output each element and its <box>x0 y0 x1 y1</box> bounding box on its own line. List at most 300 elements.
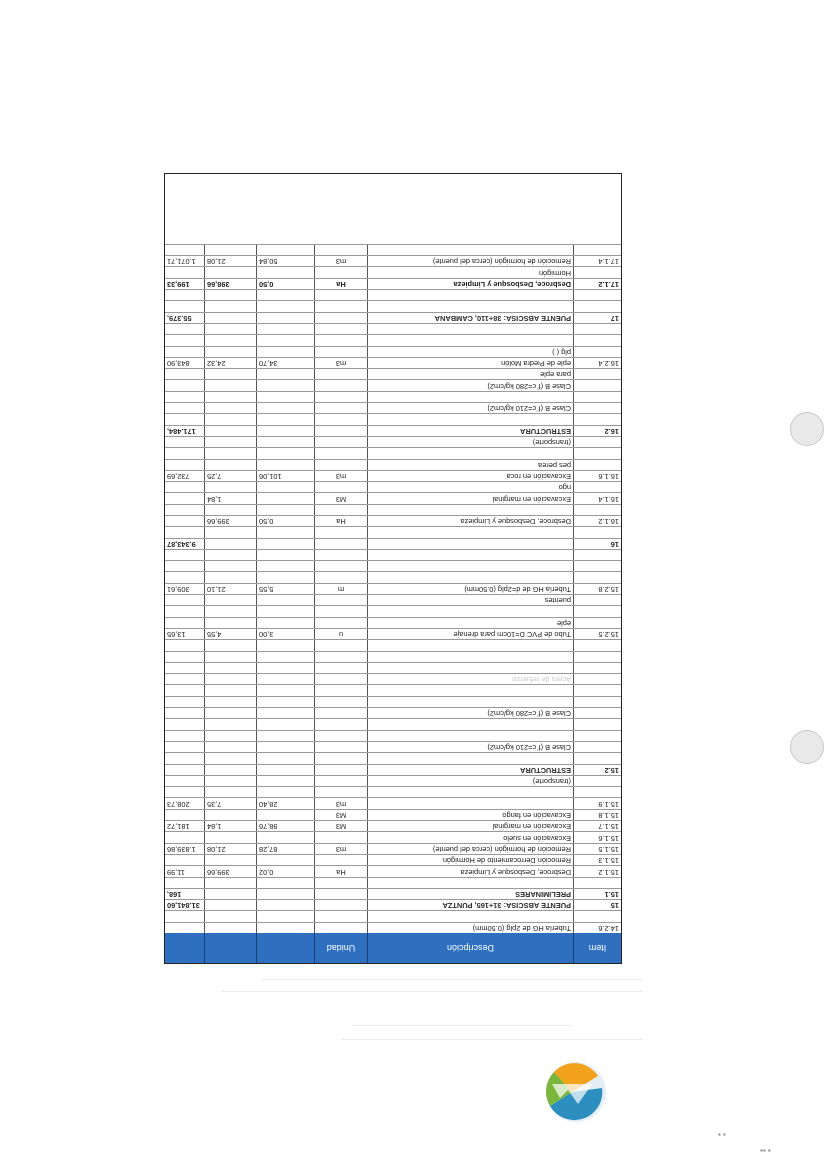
cell-item <box>573 731 621 741</box>
cell-item <box>573 652 621 662</box>
cell-total: 309,61 <box>167 585 190 595</box>
cell-total <box>165 765 204 775</box>
cell-unit <box>314 787 367 797</box>
cell-total: 1.071,71 <box>167 257 196 267</box>
punch-hole <box>790 730 824 764</box>
cell-unit: m3 <box>314 798 367 808</box>
cell-price <box>204 267 256 277</box>
cell-price: 7,25 <box>204 471 256 481</box>
cell-item: 14.2.6 <box>573 923 621 933</box>
cell-price <box>204 878 256 888</box>
cell-price <box>204 663 256 673</box>
cell-total <box>165 719 204 729</box>
cell-desc: Remoción Derrocamiento de Hormigón <box>367 855 573 865</box>
cell-total <box>165 324 204 334</box>
cell-price <box>204 787 256 797</box>
cell-price <box>204 855 256 865</box>
faint-line <box>262 979 642 980</box>
cell-total <box>165 855 204 865</box>
cell-desc <box>367 663 573 673</box>
cell-item <box>573 392 621 402</box>
faint-line <box>352 1025 572 1026</box>
cell-qty <box>256 460 314 470</box>
cell-desc <box>367 550 573 560</box>
cell-price: 7,35 <box>204 798 256 808</box>
cell-item: 17.1.2 <box>573 279 621 289</box>
table-row <box>165 786 621 797</box>
cell-desc: puentes <box>367 595 573 605</box>
cell-price <box>204 482 256 492</box>
cell-unit <box>314 618 367 628</box>
cell-desc <box>367 685 573 695</box>
cell-price: 398,66 <box>204 279 256 289</box>
cell-price <box>204 550 256 560</box>
cell-total: 199,33 <box>167 280 190 290</box>
cell-item <box>573 403 621 413</box>
cell-total <box>165 516 204 526</box>
cell-desc <box>367 414 573 424</box>
cell-desc: Desbroce, Desbosque y Limpieza <box>367 516 573 526</box>
cell-qty <box>256 753 314 763</box>
table-row <box>165 278 621 289</box>
cell-total <box>165 674 204 684</box>
cell-price: 21,08 <box>204 256 256 266</box>
cell-price <box>204 742 256 752</box>
cell-unit <box>314 482 367 492</box>
scan-speck: ▪▪ ▪ <box>760 1146 771 1155</box>
cell-price <box>204 561 256 571</box>
cell-qty <box>256 719 314 729</box>
cell-desc <box>367 731 573 741</box>
cell-qty: 5,55 <box>256 584 314 594</box>
cell-desc: Excavación en roca <box>367 471 573 481</box>
cell-qty <box>256 437 314 447</box>
cell-total <box>165 618 204 628</box>
cell-price <box>204 652 256 662</box>
cell-qty: 34,70 <box>256 358 314 368</box>
cell-qty <box>256 911 314 921</box>
table-row <box>165 368 621 379</box>
cell-total: 168, <box>167 890 182 900</box>
table-row <box>165 538 621 549</box>
table-row <box>165 312 621 323</box>
cell-qty <box>256 685 314 695</box>
cell-item <box>573 448 621 458</box>
cell-item: 15.1.7 <box>573 821 621 831</box>
cell-total: 13,65 <box>167 630 186 640</box>
cell-desc: Tubería HG de d=2plg (0.50mm) <box>367 584 573 594</box>
cell-unit <box>314 832 367 842</box>
table-row <box>165 323 621 334</box>
cell-item <box>573 618 621 628</box>
cell-qty: 3,00 <box>256 629 314 639</box>
table-row <box>165 922 621 933</box>
cell-total: 31.841,60 <box>167 901 200 911</box>
table-row <box>165 775 621 786</box>
cell-total <box>165 460 204 470</box>
cell-price <box>204 369 256 379</box>
cell-price <box>204 765 256 775</box>
cell-qty <box>256 900 314 910</box>
cell-total <box>165 493 204 503</box>
cell-qty <box>256 369 314 379</box>
cell-desc: PRELIMINARES <box>367 889 573 899</box>
cell-unit <box>314 301 367 311</box>
cell-unit <box>314 685 367 695</box>
cell-qty <box>256 313 314 323</box>
cell-item <box>573 697 621 707</box>
cell-total <box>165 731 204 741</box>
cell-qty <box>256 832 314 842</box>
cell-unit <box>314 719 367 729</box>
cell-desc <box>367 539 573 549</box>
cell-desc: eple de Piedra Molón <box>367 358 573 368</box>
cell-total: 55.379, <box>167 313 192 323</box>
table-row <box>165 854 621 865</box>
cell-qty <box>256 640 314 650</box>
cell-desc <box>367 245 573 255</box>
cell-item <box>573 776 621 786</box>
cell-desc: Clase B (f´c=210 kg/cm2) <box>367 403 573 413</box>
cell-price <box>204 640 256 650</box>
cell-total: 1.839,86 <box>167 844 196 854</box>
cell-unit <box>314 606 367 616</box>
table-row <box>165 910 621 921</box>
cell-desc <box>367 878 573 888</box>
header-quantity <box>256 933 314 963</box>
cell-qty <box>256 855 314 865</box>
cell-unit <box>314 505 367 515</box>
cell-qty <box>256 606 314 616</box>
cell-unit <box>314 460 367 470</box>
cell-total <box>165 448 204 458</box>
table-row <box>165 843 621 854</box>
cell-item: 16 <box>573 539 621 549</box>
cell-qty <box>256 618 314 628</box>
scan-speck: ▪ ▪ <box>718 1130 726 1139</box>
cell-desc: Hormigón <box>367 267 573 277</box>
cell-qty: 0,02 <box>256 866 314 876</box>
table-row <box>165 684 621 695</box>
cell-price <box>204 403 256 413</box>
table-row <box>165 877 621 888</box>
header-total <box>165 933 204 963</box>
cell-desc: para eple <box>367 369 573 379</box>
cell-qty <box>256 889 314 899</box>
cell-unit <box>314 911 367 921</box>
cell-unit <box>314 595 367 605</box>
cell-desc: ESTRUCTURA <box>367 426 573 436</box>
cell-price <box>204 505 256 515</box>
table-row <box>165 707 621 718</box>
cell-total: 9.343,87 <box>167 539 196 549</box>
cell-price: 4,55 <box>204 629 256 639</box>
cell-total <box>165 753 204 763</box>
table-row <box>165 888 621 899</box>
table-row <box>165 673 621 684</box>
cell-total <box>165 561 204 571</box>
cell-desc: (transporte) <box>367 776 573 786</box>
cell-desc: Tubo de PVC D=10cm para drenaje <box>367 629 573 639</box>
cell-item: 15.2 <box>573 765 621 775</box>
cell-item <box>573 550 621 560</box>
cell-unit <box>314 652 367 662</box>
cell-desc <box>367 787 573 797</box>
cell-desc: Clase B (f´c=210 kg/cm2) <box>367 742 573 752</box>
cell-desc: PUENTE ABSCISA: 38+110, CAMBANA <box>367 313 573 323</box>
cell-total <box>165 787 204 797</box>
cell-unit <box>314 437 367 447</box>
cell-price <box>204 313 256 323</box>
cell-unit <box>314 245 367 255</box>
cell-total <box>165 403 204 413</box>
cell-total <box>165 290 204 300</box>
cell-unit <box>314 550 367 560</box>
cell-qty: 98,76 <box>256 821 314 831</box>
cell-price <box>204 414 256 424</box>
cell-total <box>165 482 204 492</box>
cell-unit <box>314 414 367 424</box>
cell-unit <box>314 742 367 752</box>
cell-price <box>204 685 256 695</box>
cell-unit <box>314 640 367 650</box>
cell-qty <box>256 697 314 707</box>
cell-item <box>573 708 621 718</box>
cell-price <box>204 437 256 447</box>
cell-qty <box>256 324 314 334</box>
cell-qty <box>256 923 314 933</box>
cell-qty <box>256 708 314 718</box>
cell-unit <box>314 290 367 300</box>
cell-item <box>573 606 621 616</box>
cell-item: 16.1.4 <box>573 493 621 503</box>
table-row <box>165 797 621 808</box>
cell-desc <box>367 505 573 515</box>
cell-price <box>204 380 256 390</box>
cell-price <box>204 301 256 311</box>
cell-item: 15.1.5 <box>573 844 621 854</box>
cell-item: 16.2.4 <box>573 358 621 368</box>
cell-qty <box>256 380 314 390</box>
cell-item <box>573 663 621 673</box>
cell-desc: ESTRUCTURA <box>367 765 573 775</box>
cell-item <box>573 685 621 695</box>
cell-unit <box>314 369 367 379</box>
cell-price <box>204 527 256 537</box>
cell-price: 399,66 <box>204 866 256 876</box>
cell-total <box>165 911 204 921</box>
table-row <box>165 459 621 470</box>
cell-unit: m3 <box>314 844 367 854</box>
cell-qty: 50,84 <box>256 256 314 266</box>
cell-total <box>165 527 204 537</box>
table-row <box>165 379 621 390</box>
cell-unit <box>314 392 367 402</box>
cell-total <box>165 573 204 583</box>
cell-total: 181,72 <box>167 822 190 832</box>
cell-total <box>165 301 204 311</box>
cell-unit: Ha <box>314 516 367 526</box>
header-description: Descripción <box>367 933 573 963</box>
cell-item <box>573 573 621 583</box>
cell-qty <box>256 448 314 458</box>
cell-price <box>204 618 256 628</box>
cell-item <box>573 787 621 797</box>
cell-qty <box>256 301 314 311</box>
cell-item <box>573 380 621 390</box>
cell-total <box>165 414 204 424</box>
cell-desc <box>367 606 573 616</box>
table-row <box>165 515 621 526</box>
table-row <box>165 583 621 594</box>
cell-item: 17.1.4 <box>573 256 621 266</box>
table-row <box>165 289 621 300</box>
cell-qty <box>256 550 314 560</box>
table-row <box>165 752 621 763</box>
cell-desc <box>367 561 573 571</box>
cell-price <box>204 776 256 786</box>
cell-unit <box>314 335 367 345</box>
cell-desc <box>367 335 573 345</box>
table-row <box>165 820 621 831</box>
cell-item <box>573 301 621 311</box>
cell-qty <box>256 290 314 300</box>
cell-unit <box>314 527 367 537</box>
cell-item <box>573 482 621 492</box>
cell-item: 15.1.2 <box>573 866 621 876</box>
cell-unit <box>314 855 367 865</box>
table-row <box>165 492 621 503</box>
table-row <box>165 413 621 424</box>
table-row <box>165 266 621 277</box>
cell-total: 208,73 <box>167 799 190 809</box>
cell-desc: Clase B (f´c=280 kg/cm2) <box>367 708 573 718</box>
cell-total <box>165 550 204 560</box>
cell-desc <box>367 719 573 729</box>
cell-item: 16.1.6 <box>573 471 621 481</box>
cell-desc: Clase B (f´c=280 kg/cm2) <box>367 380 573 390</box>
cell-unit <box>314 889 367 899</box>
cell-price <box>204 335 256 345</box>
table-row <box>165 391 621 402</box>
cell-unit <box>314 448 367 458</box>
cell-item: 15.1.3 <box>573 855 621 865</box>
cell-desc: PUENTE ABSCISA: 31+165, PUNTZA <box>367 900 573 910</box>
cell-item: 15.2.8 <box>573 584 621 594</box>
cell-price <box>204 810 256 820</box>
cell-total <box>165 685 204 695</box>
cell-price <box>204 347 256 357</box>
cell-desc: ngo <box>367 482 573 492</box>
table-row <box>165 560 621 571</box>
cell-item <box>573 324 621 334</box>
cell-desc: Excavación en suelo <box>367 832 573 842</box>
cell-qty <box>256 414 314 424</box>
cell-price <box>204 731 256 741</box>
cell-qty <box>256 765 314 775</box>
cell-qty <box>256 493 314 503</box>
cell-price <box>204 460 256 470</box>
table-row <box>165 300 621 311</box>
cell-desc <box>367 392 573 402</box>
cell-desc: Remoción de hormigón (cerca del puente) <box>367 256 573 266</box>
cell-unit <box>314 878 367 888</box>
cell-unit <box>314 923 367 933</box>
cell-unit: m3 <box>314 471 367 481</box>
table-row <box>165 402 621 413</box>
cell-item: 15.1.6 <box>573 832 621 842</box>
cell-desc: Excavación en marginal <box>367 493 573 503</box>
cell-qty <box>256 426 314 436</box>
cell-total <box>165 505 204 515</box>
budget-table <box>164 173 622 964</box>
cell-price <box>204 426 256 436</box>
cell-total <box>165 380 204 390</box>
cell-item: 15.1.8 <box>573 810 621 820</box>
cell-price <box>204 324 256 334</box>
cell-price <box>204 753 256 763</box>
cell-unit <box>314 776 367 786</box>
cell-qty <box>256 663 314 673</box>
cell-qty <box>256 652 314 662</box>
cell-item <box>573 753 621 763</box>
cell-total <box>165 697 204 707</box>
table-row <box>165 425 621 436</box>
table-row <box>165 730 621 741</box>
cell-unit <box>314 539 367 549</box>
cell-item: 15.2.5 <box>573 629 621 639</box>
cell-item <box>573 414 621 424</box>
cell-desc: eple <box>367 618 573 628</box>
cell-unit <box>314 697 367 707</box>
cell-item <box>573 911 621 921</box>
cell-total <box>165 335 204 345</box>
table-row <box>165 605 621 616</box>
cell-total <box>165 245 204 255</box>
cell-unit <box>314 731 367 741</box>
cell-total <box>165 663 204 673</box>
table-header <box>165 933 621 963</box>
cell-item <box>573 347 621 357</box>
table-row <box>165 255 621 266</box>
cell-qty <box>256 267 314 277</box>
cell-qty <box>256 392 314 402</box>
cell-desc <box>367 753 573 763</box>
cell-unit <box>314 267 367 277</box>
cell-item <box>573 460 621 470</box>
table-row <box>165 741 621 752</box>
cell-qty <box>256 245 314 255</box>
table-row <box>165 651 621 662</box>
cell-total <box>165 640 204 650</box>
cell-unit <box>314 347 367 357</box>
table-row <box>165 526 621 537</box>
cell-qty <box>256 403 314 413</box>
cell-unit <box>314 313 367 323</box>
company-logo <box>534 1058 612 1128</box>
cell-unit: Ha <box>314 279 367 289</box>
cell-item: 15.1 <box>573 889 621 899</box>
cell-total <box>165 606 204 616</box>
cell-unit: m <box>314 584 367 594</box>
faint-line <box>222 991 642 992</box>
cell-qty <box>256 595 314 605</box>
cell-price <box>204 889 256 899</box>
table-row <box>165 696 621 707</box>
table-row <box>165 470 621 481</box>
cell-desc <box>367 697 573 707</box>
cell-desc <box>367 573 573 583</box>
